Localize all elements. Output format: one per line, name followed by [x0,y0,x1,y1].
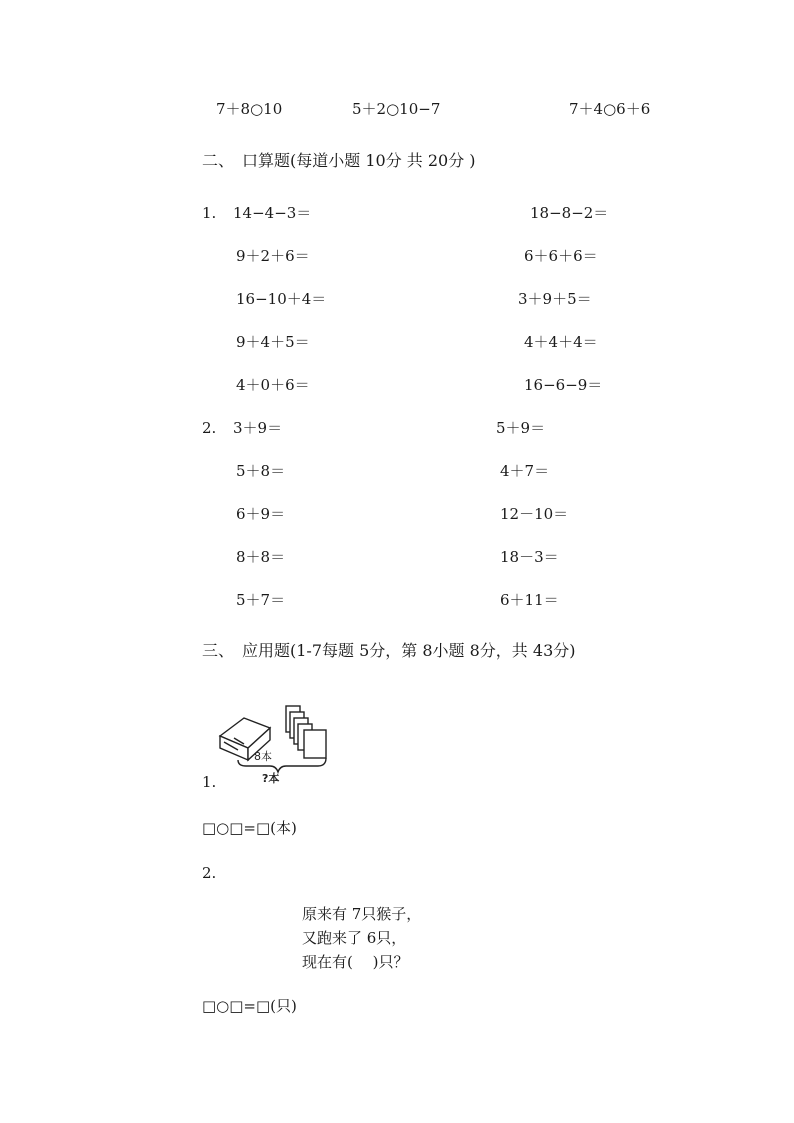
p2-line-2: 又跑来了 6只， [302,929,407,947]
compare-item-3: 7＋4○6＋6 [569,100,651,118]
q1-right-3: 3＋9＋5＝ [518,290,592,308]
p1-label: 1. [202,773,217,791]
q2-left-3: 6＋9＝ [236,505,286,523]
p1-answer-template: □○□=□(本) [202,819,297,837]
q2-right-5: 6＋11＝ [500,591,559,609]
q2-right-4: 18－3＝ [500,548,559,566]
q1-left-3: 16−10＋4＝ [236,290,327,308]
q1-right-4: 4＋4＋4＝ [524,333,598,351]
compare-item-2: 5＋2○10−7 [352,100,441,118]
q2-left-2: 5＋8＝ [236,462,286,480]
q1-right-1: 18−8−2＝ [530,204,609,222]
q2-left-5: 5＋7＝ [236,591,286,609]
section-3-title: 三、 应用题(1-7每题 5分，第 8小题 8分，共 43分) [202,641,576,660]
q2-right-3: 12－10＝ [500,505,569,523]
q2-right-2: 4＋7＝ [500,462,550,480]
q2-left-1: 3＋9＝ [233,419,283,437]
p2-line-1: 原来有 7只猴子， [302,905,422,923]
q1-right-2: 6＋6＋6＝ [524,247,598,265]
q1-left-1: 14−4−3＝ [233,204,312,222]
book-stack-icon [286,706,326,758]
q1-right-5: 16−6−9＝ [524,376,603,394]
q1-label: 1. [202,204,217,222]
q2-label: 2. [202,419,217,437]
q2-right-1: 5＋9＝ [496,419,546,437]
p2-line-3: 现在有( )只？ [302,953,409,971]
known-label: 8本 [254,750,272,763]
q1-left-2: 9＋2＋6＝ [236,247,310,265]
unknown-label: ?本 [262,772,280,785]
section-2-title: 二、 口算题(每道小题 10分 共 20分 ) [202,151,476,170]
q1-left-5: 4＋0＋6＝ [236,376,310,394]
books-figure [214,700,344,786]
q2-left-4: 8＋8＝ [236,548,286,566]
p2-answer-template: □○□=□(只) [202,997,297,1015]
brace [238,758,326,772]
p2-label: 2. [202,864,217,882]
compare-item-1: 7＋8○10 [216,100,283,118]
q1-left-4: 9＋4＋5＝ [236,333,310,351]
